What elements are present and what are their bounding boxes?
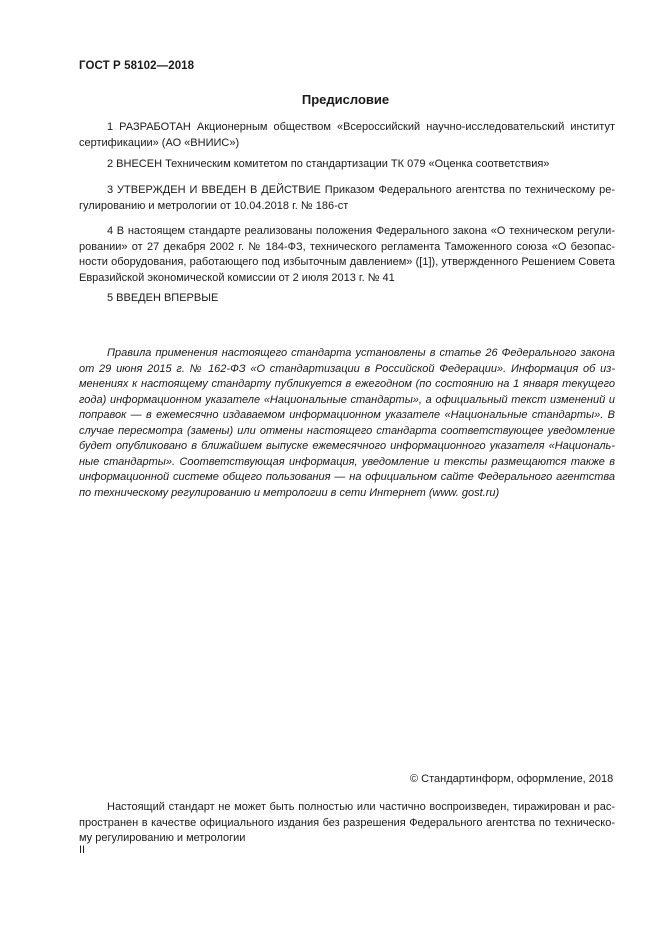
text-line: гулированию и метрологии от 10.04.2018 г. № 186-ст [79,199,349,212]
text-line: 4 В настоящем стандарте реализованы положения Федерального закона «О техническом регули- [107,225,615,237]
copyright-notice: © Стандартинформ, оформление, 2018 [410,773,614,785]
foreword-item-3 [79,183,615,214]
text-line: пространен в качестве официального издания без разрешения Федерального агентства по техническо- [79,816,615,829]
text-line: 1 РАЗРАБОТАН Акционерным обществом «Всероссийский научно-исследовательский институт [107,121,615,133]
text-line: будет опубликовано в ближайшем выпуске ежемесячного информационного указателя «Националь- [79,440,615,452]
text-line: ности оборудования, работающего под избыточным давлением» ([1]), утвержденного Решением Совета [79,256,615,268]
document-code: ГОСТ Р 58102—2018 [79,60,195,72]
text-line: менениях к настоящему стандарту публикуется в ежегодном (по состоянию на 1 января текущего [79,378,615,390]
foreword-item-4 [79,224,615,286]
text-line: от 29 июня 2015 г. № 162-ФЗ «О стандартизации в Российской Федерации». Информация об из- [79,362,615,375]
reproduction-notice [79,800,615,847]
text-line: информационной системе общего пользования — на официальном сайте Федерального агентства [79,471,615,483]
text-line: сертификации» (АО «ВНИИС») [79,136,240,149]
text-line: ные стандарты». Соответствующая информация, уведомление и тексты размещаются также в [79,455,615,468]
foreword-item-1 [79,120,615,151]
page-number: II [79,844,86,856]
standard-application-notice [79,346,615,501]
text-line: ровании» от 27 декабря 2002 г. № 184-ФЗ, технического регламента Таможенного союза «О безопас- [79,240,615,253]
foreword-item-5 [79,291,615,307]
section-title: Предисловие [301,92,390,107]
text-line: года) информационном указателе «Национальные стандарты», а официальный текст изменений и [79,393,615,406]
text-line: по техническому регулированию и метрологии в сети Интернет (www. gost.ru) [79,486,500,499]
text-line: Евразийской экономической комиссии от 2 июля 2013 г. № 41 [79,271,395,284]
text-line: му регулированию и метрологии [79,832,246,844]
text-line: Настоящий стандарт не может быть полностью или частично воспроизведен, тиражирован и рас- [107,801,615,813]
text-line: 5 ВВЕДЕН ВПЕРВЫЕ [107,292,219,304]
text-line: 3 УТВЕРЖДЕН И ВВЕДЕН В ДЕЙСТВИЕ Приказом Федерального агентства по техническому ре- [107,184,615,196]
foreword-item-2 [79,157,615,173]
text-line: Правила применения настоящего стандарта установлены в статье 26 Федерального закона [107,347,615,359]
text-line: случае пересмотра (замены) или отмены настоящего стандарта соответствующее уведомление [79,424,615,437]
text-line: поправок — в ежемесячно издаваемом информационном указателе «Национальные стандарты». В [79,409,615,421]
text-line: 2 ВНЕСЕН Техническим комитетом по стандартизации ТК 079 «Оценка соответствия» [107,158,550,170]
